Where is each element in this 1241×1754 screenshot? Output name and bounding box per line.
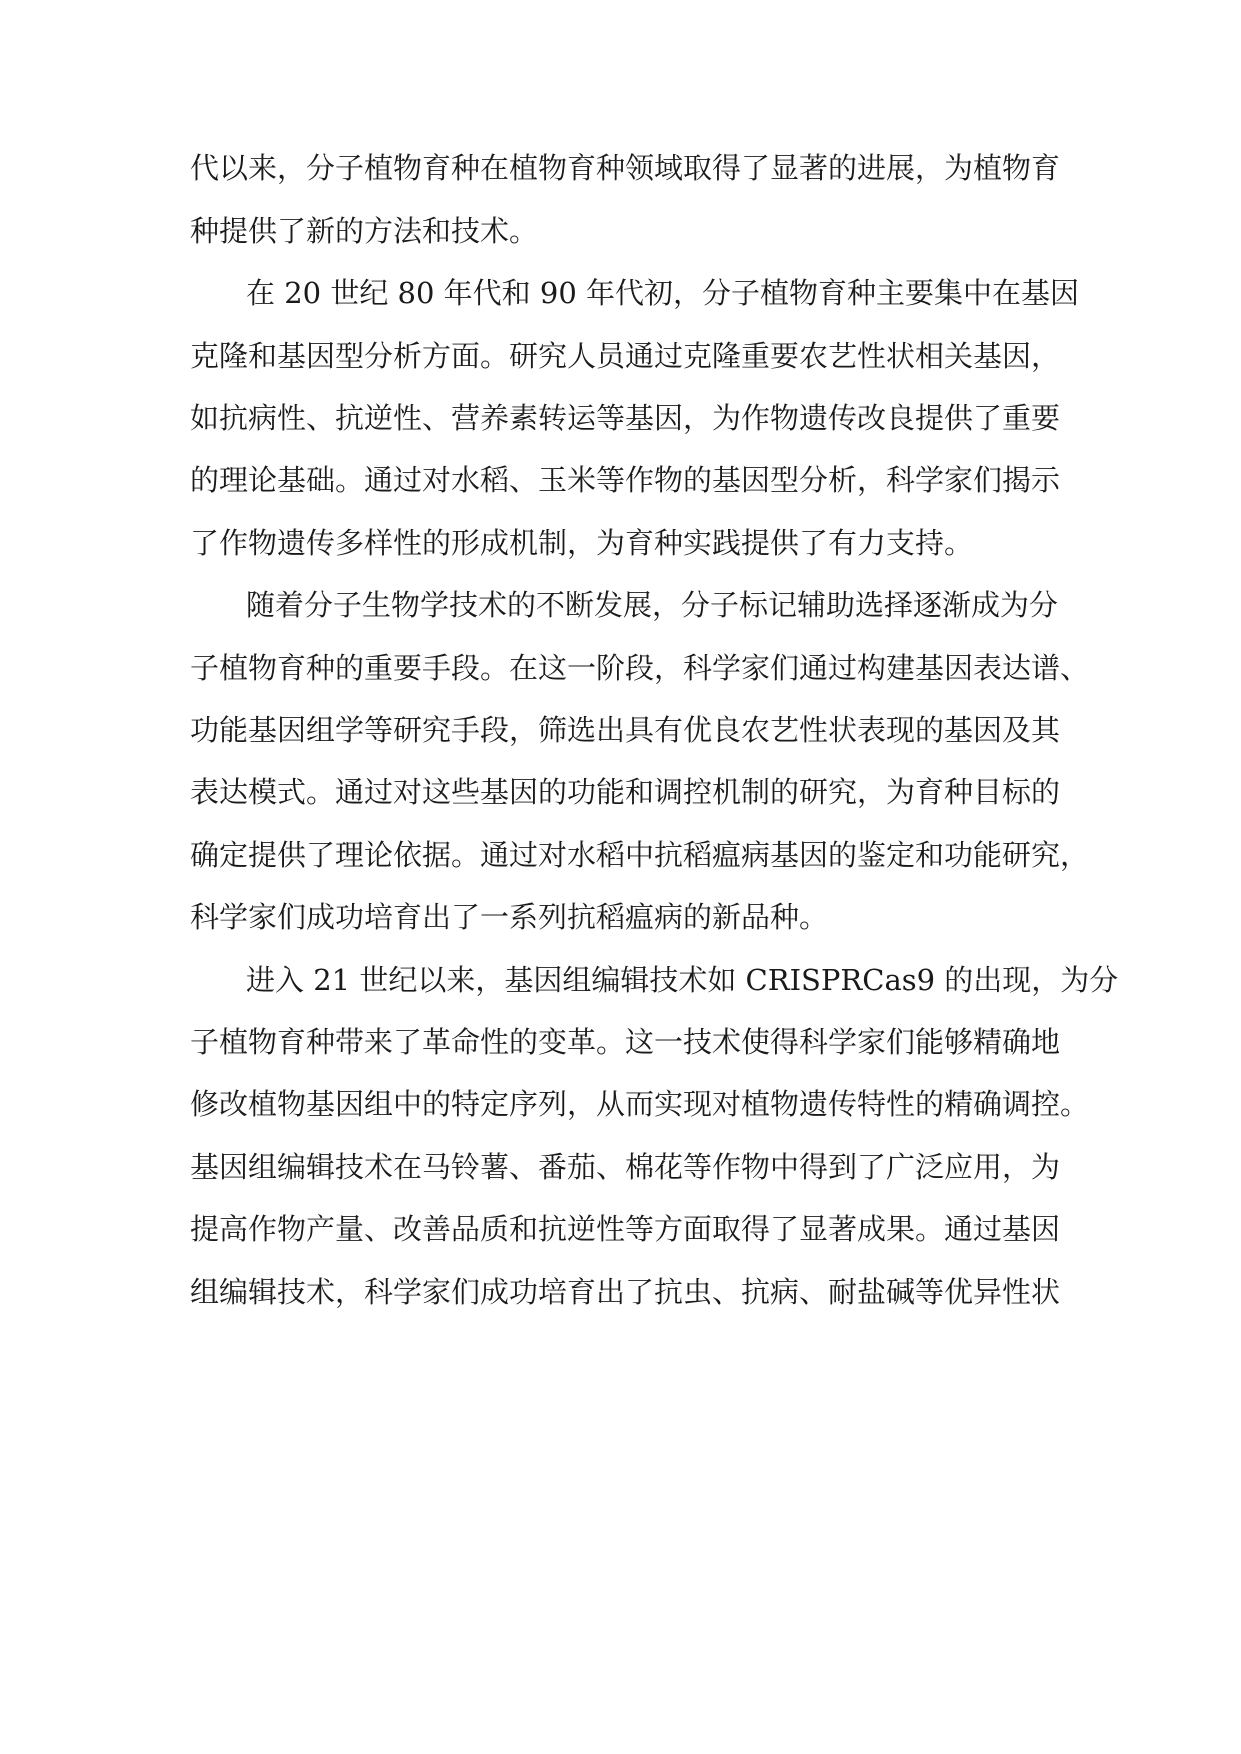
text-line: 子植物育种的重要手段。在这一阶段，科学家们通过构建基因表达谱、 — [190, 651, 1090, 685]
text-line: 功能基因组学等研究手段，筛选出具有优良农艺性状表现的基因及其 — [190, 713, 1061, 747]
text-line: 确定提供了理论依据。通过对水稻中抗稻瘟病基因的鉴定和功能研究， — [190, 838, 1090, 872]
paragraph-start-line: 进入 21 世纪以来，基因组编辑技术如 CRISPRCas9 的出现，为分 — [246, 963, 1119, 997]
text-line: 提高作物产量、改善品质和抗逆性等方面取得了显著成果。通过基因 — [190, 1212, 1061, 1246]
text-line: 代以来，分子植物育种在植物育种领域取得了显著的进展，为植物育 — [190, 151, 1061, 185]
text-line: 修改植物基因组中的特定序列，从而实现对植物遗传特性的精确调控。 — [190, 1087, 1090, 1121]
text-line: 种提供了新的方法和技术。 — [190, 214, 539, 248]
text-line: 表达模式。通过对这些基因的功能和调控机制的研究，为育种目标的 — [190, 775, 1061, 809]
text-line: 如抗病性、抗逆性、营养素转运等基因，为作物遗传改良提供了重要 — [190, 401, 1061, 435]
paragraph-start-line: 随着分子生物学技术的不断发展，分子标记辅助选择逐渐成为分 — [246, 588, 1059, 622]
text-line: 组编辑技术，科学家们成功培育出了抗虫、抗病、耐盐碱等优异性状 — [190, 1275, 1061, 1309]
paragraph-start-line: 在 20 世纪 80 年代和 90 年代初，分子植物育种主要集中在基因 — [246, 276, 1080, 310]
text-line: 克隆和基因型分析方面。研究人员通过克隆重要农艺性状相关基因， — [190, 339, 1061, 373]
text-line: 基因组编辑技术在马铃薯、番茄、棉花等作物中得到了广泛应用，为 — [190, 1150, 1061, 1184]
text-line: 的理论基础。通过对水稻、玉米等作物的基因型分析，科学家们揭示 — [190, 463, 1061, 497]
text-line: 科学家们成功培育出了一系列抗稻瘟病的新品种。 — [190, 900, 829, 934]
text-line: 子植物育种带来了革命性的变革。这一技术使得科学家们能够精确地 — [190, 1025, 1061, 1059]
text-line: 了作物遗传多样性的形成机制，为育种实践提供了有力支持。 — [190, 526, 974, 560]
